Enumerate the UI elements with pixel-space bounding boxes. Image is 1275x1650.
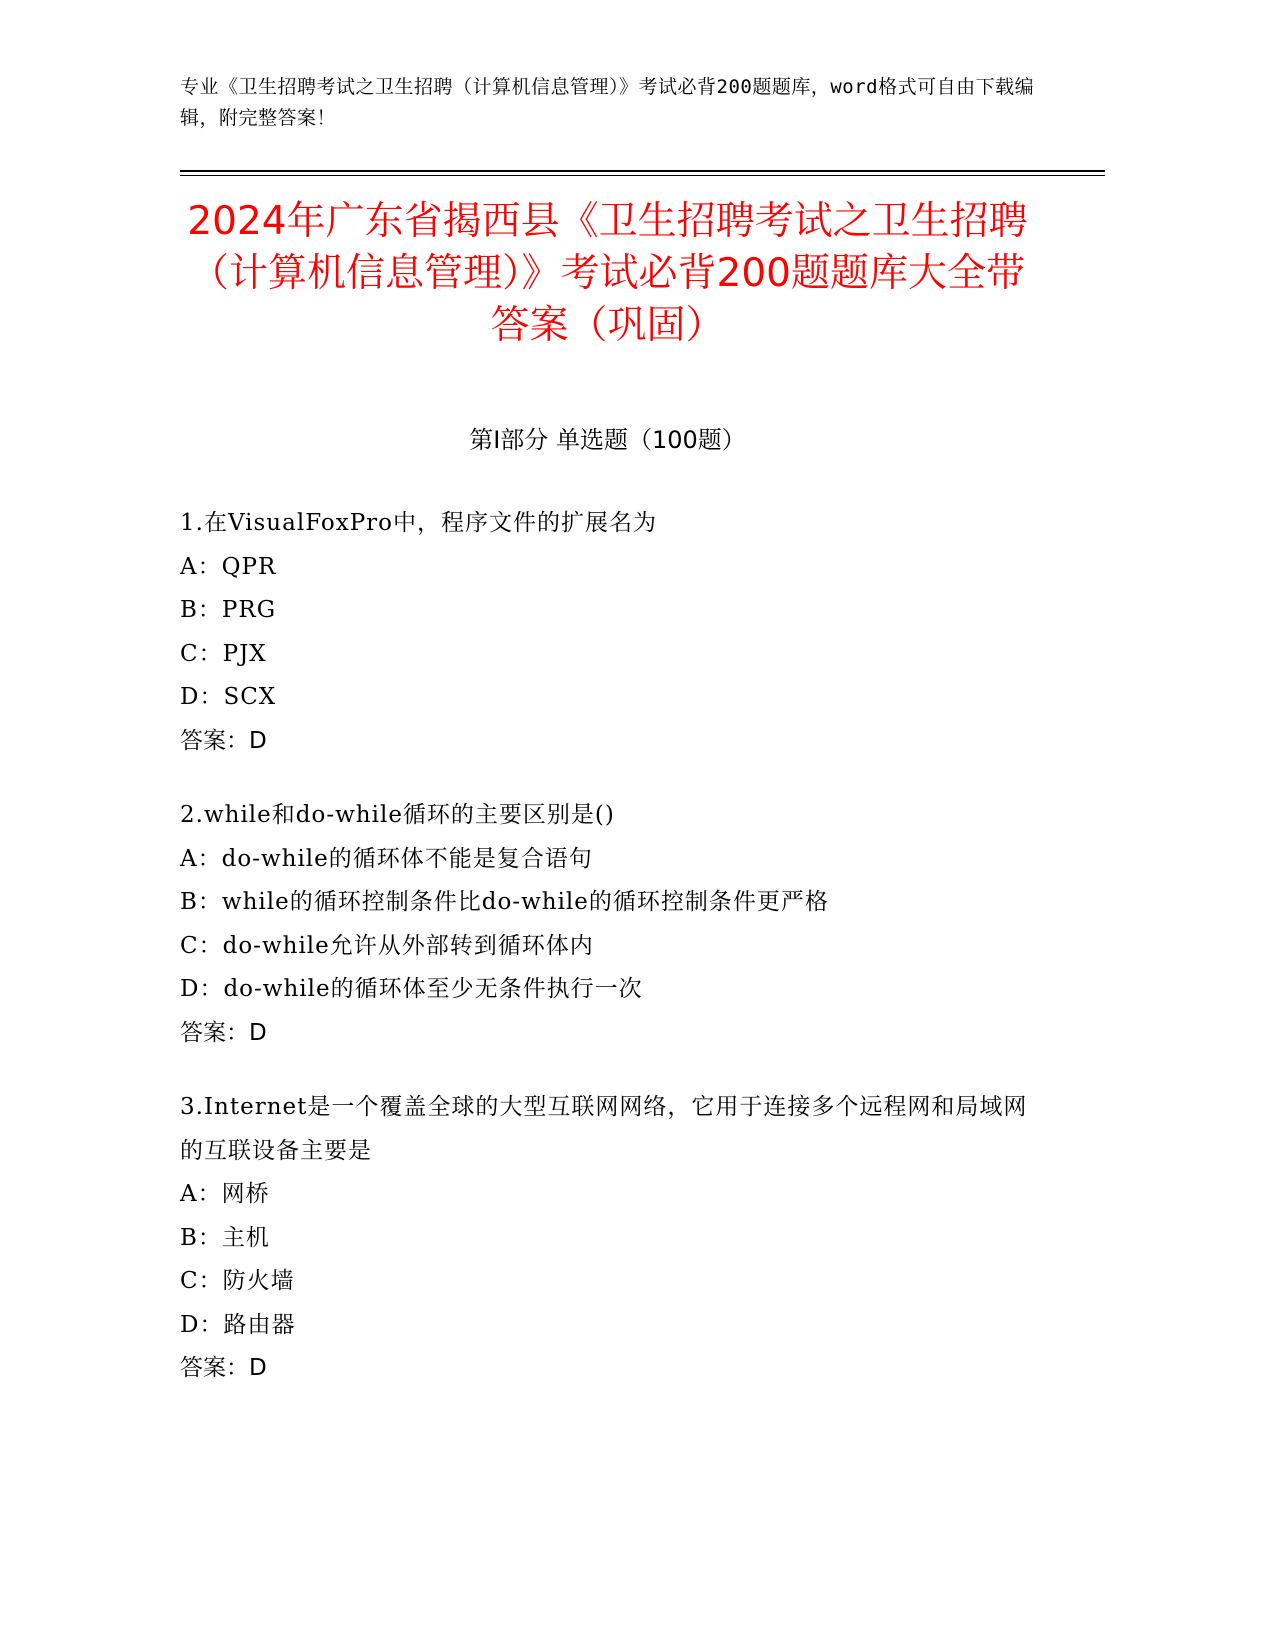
question-list — [180, 502, 1040, 1422]
question-stem: 2.while和do-while循环的主要区别是() — [180, 802, 615, 828]
option-a: A：do-while的循环体不能是复合语句 — [180, 845, 593, 872]
document-title: 2024年广东省揭西县《卫生招聘考试之卫生招聘（计算机信息管理）》考试必背200题题库大全带答案（巩固） — [187, 199, 1028, 348]
option-a: A：网桥 — [180, 1181, 270, 1207]
header-divider-thin — [180, 175, 1105, 176]
option-c: C：do-while允许从外部转到循环体内 — [180, 932, 594, 959]
option-d: D：路由器 — [180, 1311, 296, 1338]
option-d: D：do-while的循环体至少无条件执行一次 — [180, 976, 643, 1002]
option-c: C：PJX — [180, 640, 267, 667]
option-c: C：防火墙 — [180, 1268, 295, 1294]
question-stem: 1.在VisualFoxPro中，程序文件的扩展名为 — [180, 510, 658, 536]
question-stem: 3.Internet是一个覆盖全球的大型互联网网络，它用于连接多个远程网和局域网的互联设备主要是 — [180, 1094, 1028, 1164]
question-2 — [180, 794, 1040, 1055]
option-a: A：QPR — [180, 553, 277, 580]
option-b: B：主机 — [180, 1224, 270, 1251]
answer: 答案：D — [180, 1355, 267, 1381]
header-note: 专业《卫生招聘考试之卫生招聘（计算机信息管理）》考试必背200题题库，word格式可自由下载编辑，附完整答案！ — [180, 76, 1035, 129]
question-1 — [180, 502, 1040, 763]
answer: 答案：D — [180, 1019, 267, 1046]
option-b: B：while的循环控制条件比do-while的循环控制条件更严格 — [180, 889, 829, 915]
option-b: B：PRG — [180, 597, 277, 623]
header-divider-thick — [180, 170, 1105, 172]
option-d: D：SCX — [180, 684, 277, 710]
question-3 — [180, 1086, 1040, 1391]
section-title: 第Ⅰ部分 单选题（100题） — [469, 426, 746, 454]
answer: 答案：D — [180, 727, 267, 754]
